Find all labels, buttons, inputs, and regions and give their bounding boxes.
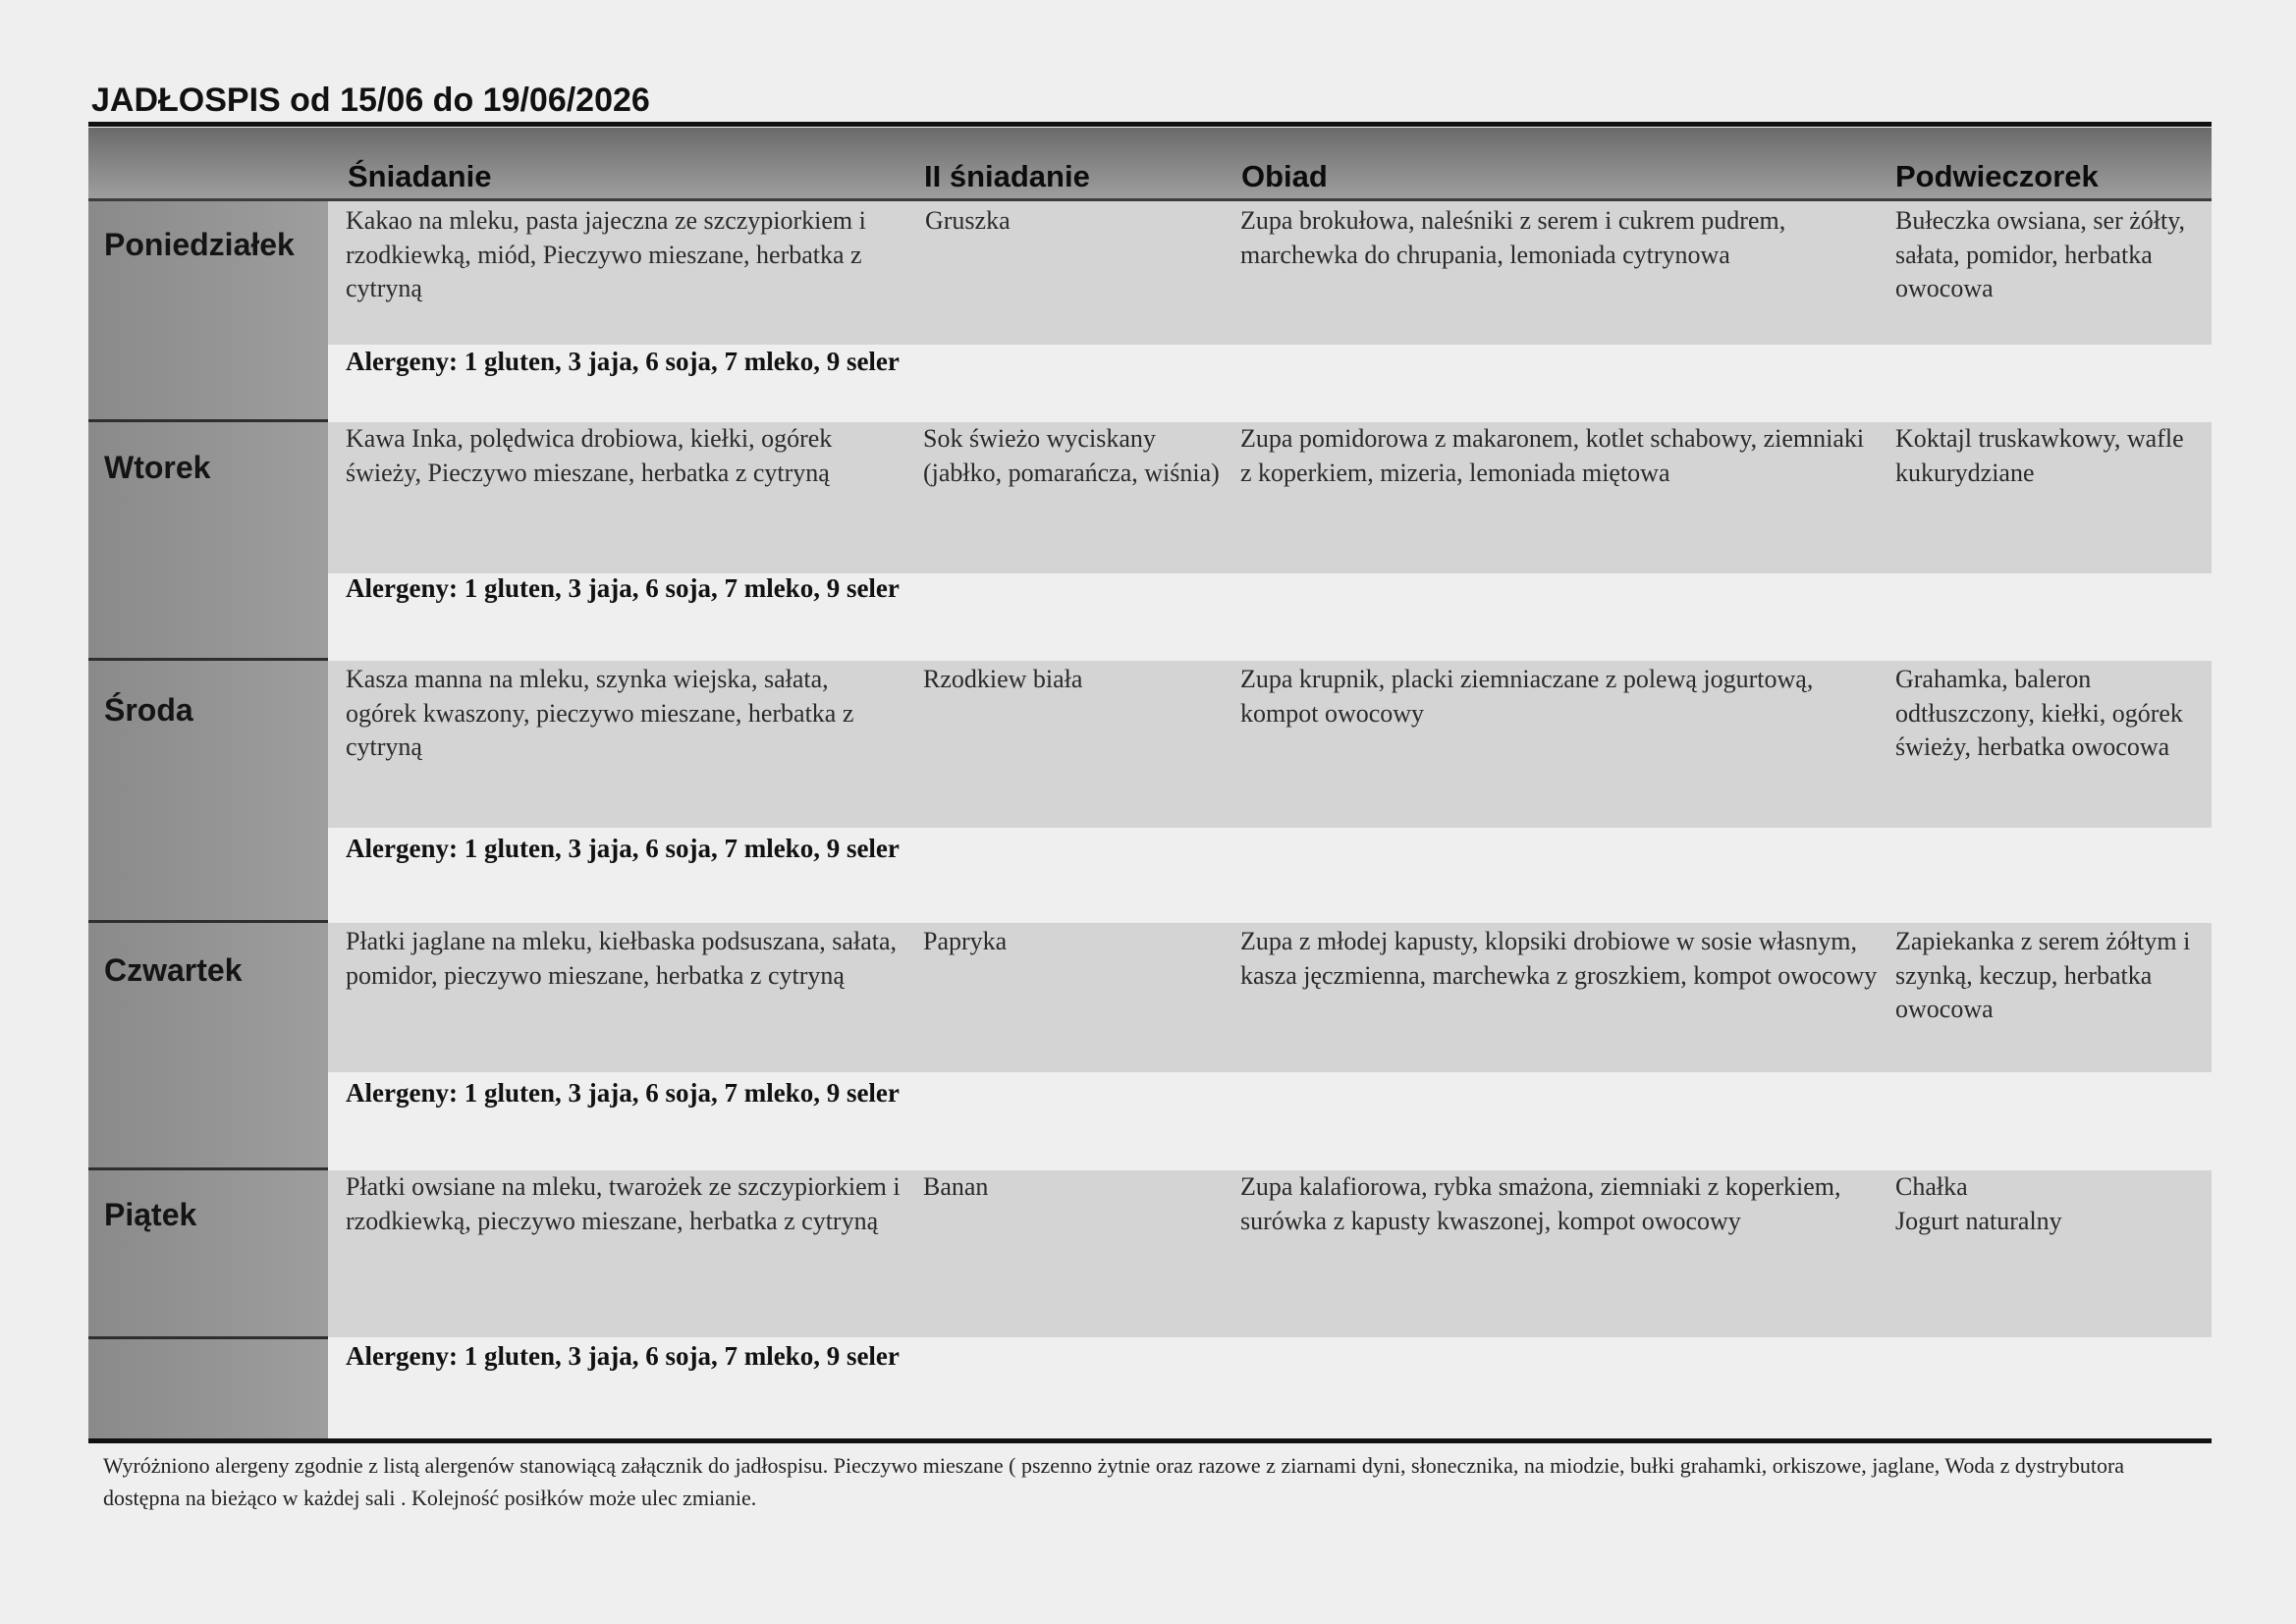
cell-podwieczorek: Bułeczka owsiana, ser żółty, sałata, pomidor, herbatka owocowa: [1895, 206, 2186, 302]
day-label-piatek: Piątek: [104, 1197, 197, 1232]
header-sniadanie: Śniadanie: [348, 159, 492, 193]
header-podwieczorek: Podwieczorek: [1895, 159, 2099, 193]
day-label-sroda: Środa: [104, 692, 193, 728]
cell-podwieczorek: Chałka Jogurt naturalny: [1895, 1172, 2062, 1235]
cell-obiad: Zupa krupnik, placki ziemniaczane z polewą jogurtową, kompot owocowy: [1240, 665, 1814, 728]
cell-podwieczorek: Zapiekanka z serem żółtym i szynką, keczup, herbatka owocowa: [1895, 927, 2191, 1023]
cell-ii-sniadanie: Sok świeżo wyciskany (jabłko, pomarańcza, wiśnia): [923, 424, 1220, 487]
cell-sniadanie: Kasza manna na mleku, szynka wiejska, sałata, ogórek kwaszony, pieczywo mieszane, herbatka z cytryną: [346, 665, 854, 761]
cell-sniadanie: Płatki jaglane na mleku, kiełbaska podsuszana, sałata, pomidor, pieczywo mieszane, herbatka z cytryną: [346, 927, 897, 990]
menu-table: [88, 122, 2212, 1447]
cell-sniadanie: Kakao na mleku, pasta jajeczna ze szczypiorkiem i rzodkiewką, miód, Pieczywo mieszane, herbatka z cytryną: [346, 206, 866, 302]
cell-sniadanie: Kawa Inka, polędwica drobiowa, kiełki, ogórek świeży, Pieczywo mieszane, herbatka z cytryną: [346, 424, 833, 487]
cell-ii-sniadanie: Papryka: [923, 927, 1008, 955]
cell-ii-sniadanie: Banan: [923, 1172, 989, 1201]
table-header: [88, 128, 2212, 198]
day-label-wtorek: Wtorek: [104, 450, 211, 485]
day-cell-empty: [88, 1339, 328, 1438]
day-label-czwartek: Czwartek: [104, 952, 243, 988]
allergens-line: Alergeny: 1 gluten, 3 jaja, 6 soja, 7 mleko, 9 seler: [346, 1341, 900, 1371]
allergens-line: Alergeny: 1 gluten, 3 jaja, 6 soja, 7 mleko, 9 seler: [346, 347, 900, 376]
cell-ii-sniadanie: Gruszka: [925, 206, 1011, 235]
allergens-line: Alergeny: 1 gluten, 3 jaja, 6 soja, 7 mleko, 9 seler: [346, 573, 900, 603]
header-obiad: Obiad: [1241, 159, 1328, 193]
footnote: Wyróżniono alergeny zgodnie z listą alergenów stanowiącą załącznik do jadłospisu. Pieczywo mieszane ( pszenno żytnie oraz razowe z ziarnami dyni, słonecznika, na miodzie, bułki grahamki, orkiszowe, jaglane, Woda z dystrybutora dostępna na bieżąco w każdej sali . Kolejność posiłków może ulec zmianie.: [103, 1453, 2125, 1510]
cell-obiad: Zupa z młodej kapusty, klopsiki drobiowe w sosie własnym, kasza jęczmienna, marchewka z groszkiem, kompot owocowy: [1240, 927, 1878, 990]
header-ii-sniadanie: II śniadanie: [924, 159, 1090, 193]
table-bottom-rule: [88, 1438, 2212, 1443]
cell-obiad: Zupa pomidorowa z makaronem, kotlet schabowy, ziemniaki z koperkiem, mizeria, lemoniada miętowa: [1240, 424, 1865, 487]
table-top-rule: [88, 122, 2212, 127]
cell-podwieczorek: Koktajl truskawkowy, wafle kukurydziane: [1895, 424, 2184, 487]
cell-ii-sniadanie: Rzodkiew biała: [923, 665, 1083, 693]
cell-sniadanie: Płatki owsiane na mleku, twarożek ze szczypiorkiem i rzodkiewką, pieczywo mieszane, herbatka z cytryną: [346, 1172, 901, 1235]
menu-title: JADŁOSPIS od 15/06 do 19/06/2026: [91, 81, 650, 119]
day-label-poniedzialek: Poniedziałek: [104, 227, 295, 262]
cell-obiad: Zupa brokułowa, naleśniki z serem i cukrem pudrem, marchewka do chrupania, lemoniada cytrynowa: [1240, 206, 1786, 269]
allergens-line: Alergeny: 1 gluten, 3 jaja, 6 soja, 7 mleko, 9 seler: [346, 834, 900, 863]
allergens-line: Alergeny: 1 gluten, 3 jaja, 6 soja, 7 mleko, 9 seler: [346, 1078, 900, 1108]
cell-obiad: Zupa kalafiorowa, rybka smażona, ziemniaki z koperkiem, surówka z kapusty kwaszonej, kompot owocowy: [1240, 1172, 1841, 1235]
cell-podwieczorek: Grahamka, baleron odtłuszczony, kiełki, ogórek świeży, herbatka owocowa: [1895, 665, 2183, 761]
